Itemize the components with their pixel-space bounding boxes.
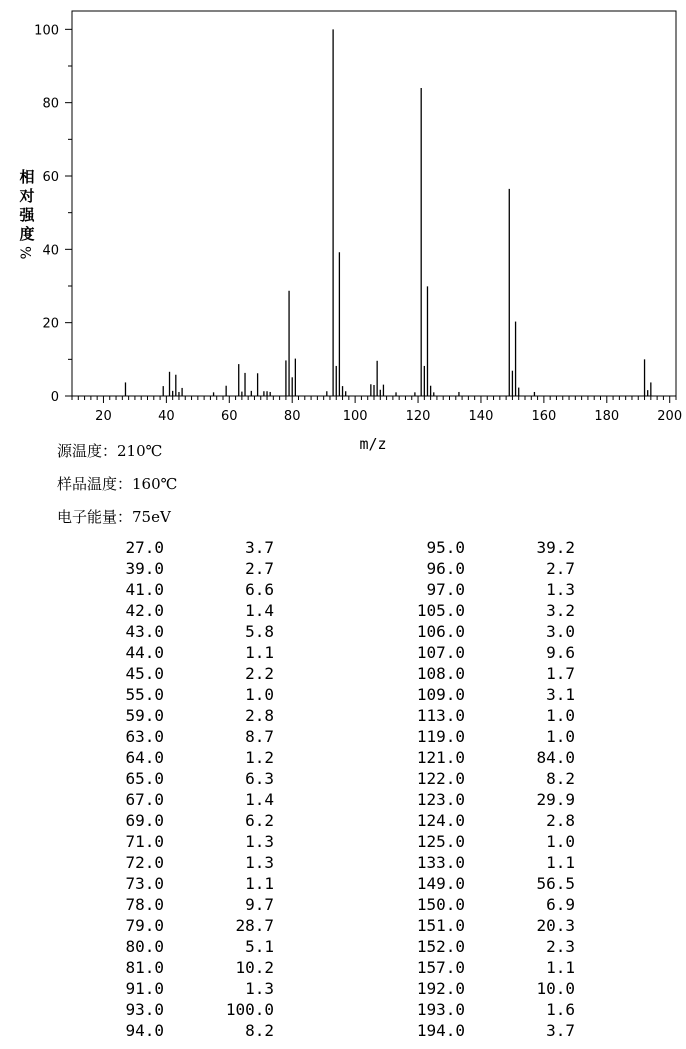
table-row [0, 747, 686, 768]
mz-value: 45.0 [125, 664, 164, 683]
intensity-value: 1.4 [245, 790, 274, 809]
mz-value: 124.0 [416, 811, 465, 830]
y-tick-label: 20 [42, 316, 59, 332]
mz-value: 95.0 [426, 538, 465, 557]
intensity-value: 3.7 [546, 1021, 575, 1040]
mz-value: 125.0 [416, 832, 465, 851]
intensity-value: 56.5 [536, 874, 575, 893]
x-tick-label: 120 [405, 409, 431, 424]
spectrum-peaks [125, 29, 650, 396]
intensity-value: 3.0 [546, 622, 575, 641]
mz-value: 121.0 [416, 748, 465, 767]
intensity-value: 1.1 [546, 958, 575, 977]
intensity-value: 8.7 [245, 727, 274, 746]
mz-value: 149.0 [416, 874, 465, 893]
mz-value: 192.0 [416, 979, 465, 998]
mz-value: 72.0 [125, 853, 164, 872]
intensity-value: 1.0 [245, 685, 274, 704]
y-tick-label: 100 [34, 23, 59, 39]
mz-value: 122.0 [416, 769, 465, 788]
x-tick-label: 100 [342, 409, 368, 424]
intensity-value: 1.3 [245, 979, 274, 998]
table-row [0, 789, 686, 810]
table-row [0, 831, 686, 852]
intensity-value: 1.0 [546, 706, 575, 725]
intensity-value: 3.7 [245, 538, 274, 557]
mz-value: 94.0 [125, 1021, 164, 1040]
intensity-value: 6.3 [245, 769, 274, 788]
intensity-value: 2.3 [546, 937, 575, 956]
table-row [0, 726, 686, 747]
intensity-value: 5.1 [245, 937, 274, 956]
mz-value: 109.0 [416, 685, 465, 704]
intensity-value: 1.3 [245, 832, 274, 851]
table-row [0, 1020, 686, 1041]
y-axis-title [17, 168, 37, 259]
x-axis-title: m/z [359, 435, 387, 453]
sample-temperature: 样品温度：160℃ [57, 475, 178, 493]
mz-value: 194.0 [416, 1021, 465, 1040]
x-tick-label: 40 [158, 409, 175, 424]
mz-value: 80.0 [125, 937, 164, 956]
intensity-value: 5.8 [245, 622, 274, 641]
intensity-value: 8.2 [546, 769, 575, 788]
intensity-value: 20.3 [536, 916, 575, 935]
intensity-value: 2.8 [245, 706, 274, 725]
intensity-value: 6.6 [245, 580, 274, 599]
table-row [0, 579, 686, 600]
table-row [0, 978, 686, 999]
mz-value: 67.0 [125, 790, 164, 809]
intensity-value: 1.0 [546, 727, 575, 746]
mz-value: 42.0 [125, 601, 164, 620]
intensity-value: 1.7 [546, 664, 575, 683]
intensity-value: 10.0 [536, 979, 575, 998]
mz-value: 43.0 [125, 622, 164, 641]
mz-value: 63.0 [125, 727, 164, 746]
intensity-value: 1.1 [245, 643, 274, 662]
table-row [0, 852, 686, 873]
intensity-value: 1.6 [546, 1000, 575, 1019]
mz-value: 151.0 [416, 916, 465, 935]
intensity-value: 9.7 [245, 895, 274, 914]
table-row [0, 936, 686, 957]
intensity-value: 2.7 [546, 559, 575, 578]
table-row [0, 894, 686, 915]
y-axis-ticks [34, 23, 59, 405]
intensity-value: 28.7 [235, 916, 274, 935]
x-tick-label: 200 [657, 409, 683, 424]
table-row [0, 705, 686, 726]
y-axis-title-char: 对 [19, 187, 35, 205]
mz-value: 27.0 [125, 538, 164, 557]
mz-value: 133.0 [416, 853, 465, 872]
mz-value: 79.0 [125, 916, 164, 935]
intensity-value: 6.2 [245, 811, 274, 830]
x-tick-label: 140 [468, 409, 494, 424]
intensity-value: 100.0 [225, 1000, 274, 1019]
mz-value: 59.0 [125, 706, 164, 725]
mz-value: 96.0 [426, 559, 465, 578]
mz-value: 152.0 [416, 937, 465, 956]
mz-value: 73.0 [125, 874, 164, 893]
minor-ticks [65, 29, 676, 403]
table-row [0, 537, 686, 558]
y-tick-label: 80 [42, 96, 59, 112]
electron-energy: 电子能量：75eV [57, 508, 171, 526]
intensity-value: 9.6 [546, 643, 575, 662]
mz-value: 107.0 [416, 643, 465, 662]
table-row [0, 957, 686, 978]
plot-frame [72, 11, 676, 396]
y-axis-unit: % [18, 246, 35, 260]
intensity-value: 29.9 [536, 790, 575, 809]
intensity-value: 8.2 [245, 1021, 274, 1040]
y-tick-label: 60 [42, 170, 59, 185]
mz-value: 119.0 [416, 727, 465, 746]
intensity-value: 2.8 [546, 811, 575, 830]
intensity-value: 2.2 [245, 664, 274, 683]
x-tick-label: 20 [95, 409, 112, 424]
y-axis-title-char: 强 [19, 206, 35, 224]
mz-value: 44.0 [125, 643, 164, 662]
intensity-value: 3.1 [546, 685, 575, 704]
table-row [0, 810, 686, 831]
table-row [0, 768, 686, 789]
mz-value: 97.0 [426, 580, 465, 599]
mz-value: 106.0 [416, 622, 465, 641]
mz-value: 78.0 [125, 895, 164, 914]
mz-value: 157.0 [416, 958, 465, 977]
mz-value: 123.0 [416, 790, 465, 809]
mz-value: 65.0 [125, 769, 164, 788]
table-row [0, 873, 686, 894]
mz-value: 64.0 [125, 748, 164, 767]
mz-value: 93.0 [125, 1000, 164, 1019]
intensity-value: 2.7 [245, 559, 274, 578]
intensity-value: 1.4 [245, 601, 274, 620]
x-axis-ticks [95, 409, 682, 424]
table-row [0, 558, 686, 579]
intensity-value: 84.0 [536, 748, 575, 767]
x-tick-label: 160 [531, 409, 557, 424]
mz-value: 71.0 [125, 832, 164, 851]
intensity-value: 1.0 [546, 832, 575, 851]
intensity-value: 6.9 [546, 895, 575, 914]
intensity-value: 1.3 [245, 853, 274, 872]
mz-value: 193.0 [416, 1000, 465, 1019]
mz-value: 69.0 [125, 811, 164, 830]
y-axis-title-char: 相 [19, 168, 35, 186]
mz-value: 108.0 [416, 664, 465, 683]
mz-value: 105.0 [416, 601, 465, 620]
intensity-value: 1.2 [245, 748, 274, 767]
table-row [0, 999, 686, 1020]
mz-value: 41.0 [125, 580, 164, 599]
mz-value: 39.0 [125, 559, 164, 578]
intensity-value: 39.2 [536, 538, 575, 557]
mz-value: 55.0 [125, 685, 164, 704]
mz-value: 91.0 [125, 979, 164, 998]
table-row [0, 642, 686, 663]
intensity-value: 1.3 [546, 580, 575, 599]
intensity-value: 1.1 [546, 853, 575, 872]
source-temperature: 源温度：210℃ [57, 442, 163, 460]
y-tick-label: 0 [50, 390, 59, 405]
table-row [0, 915, 686, 936]
mz-value: 113.0 [416, 706, 465, 725]
x-tick-label: 60 [221, 409, 238, 424]
intensity-value: 1.1 [245, 874, 274, 893]
intensity-value: 10.2 [235, 958, 274, 977]
x-tick-label: 80 [283, 409, 301, 424]
x-tick-label: 180 [594, 409, 620, 424]
mz-value: 81.0 [125, 958, 164, 977]
table-row [0, 663, 686, 684]
mz-value: 150.0 [416, 895, 465, 914]
table-row [0, 684, 686, 705]
y-tick-label: 40 [42, 243, 59, 259]
intensity-value: 3.2 [546, 601, 575, 620]
y-axis-title-char: 度 [19, 225, 35, 243]
table-row [0, 621, 686, 642]
table-row [0, 600, 686, 621]
